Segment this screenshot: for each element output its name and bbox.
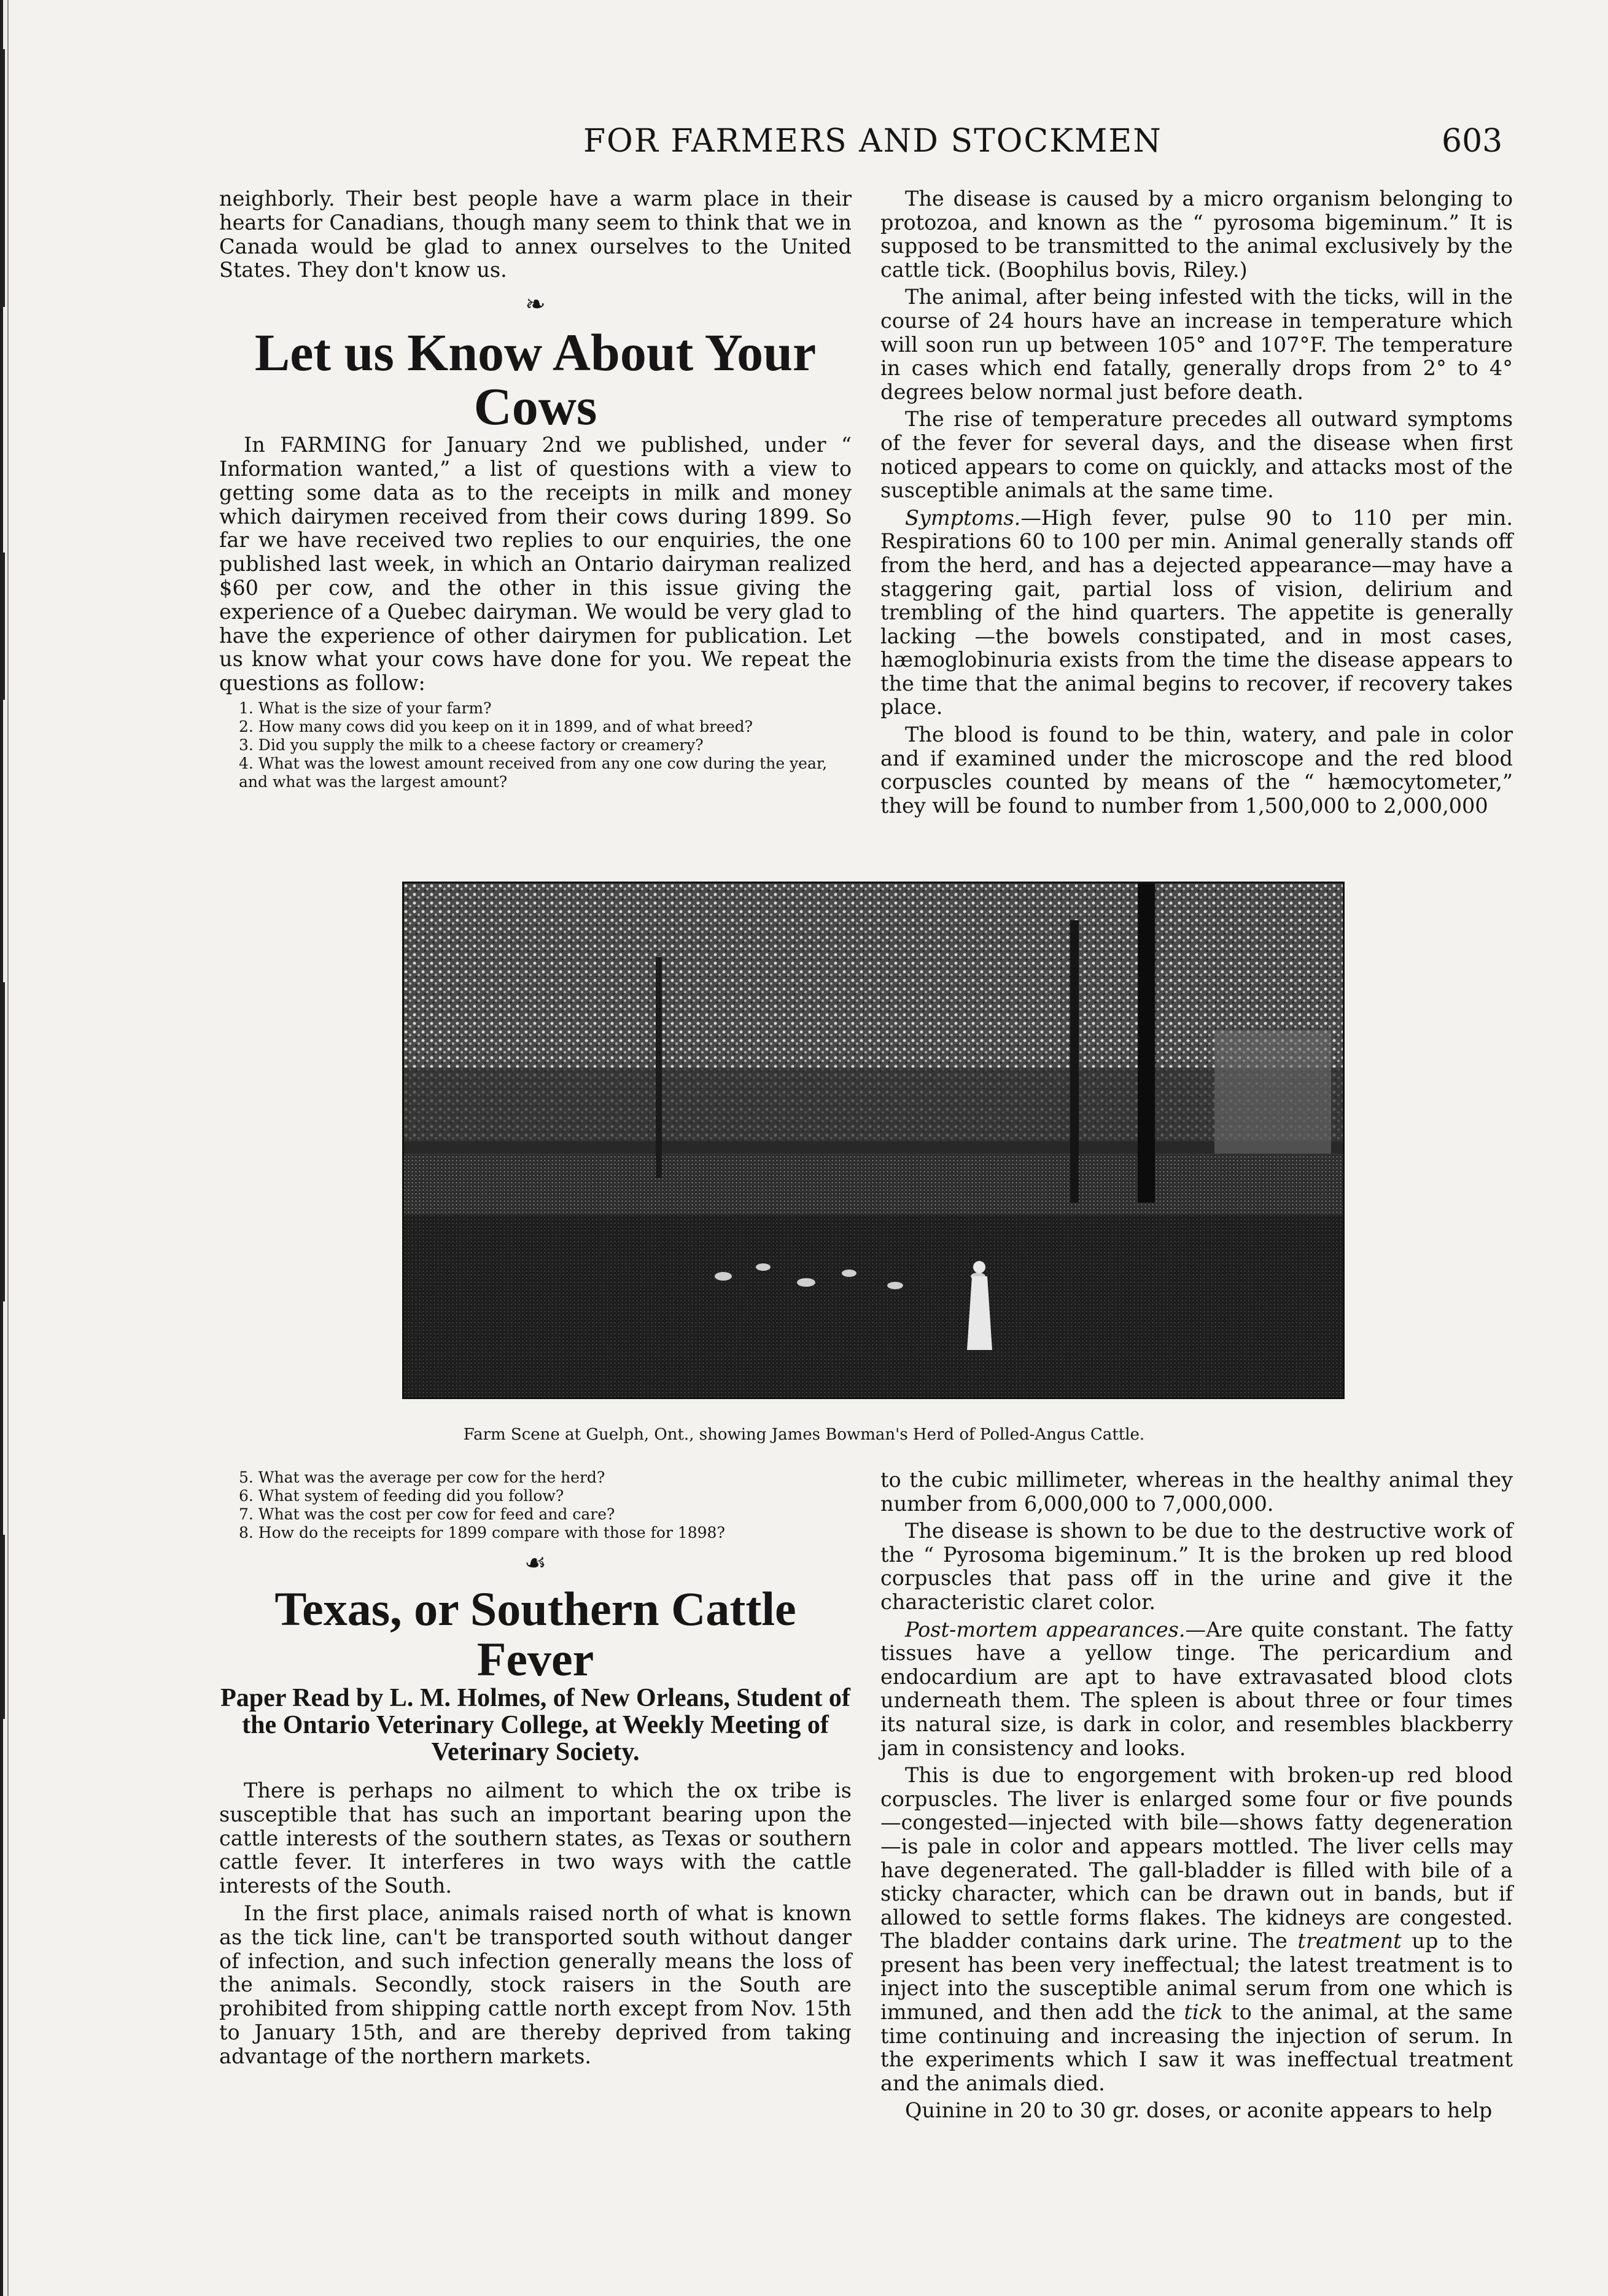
treatment-label: treatment [1297,1929,1402,1953]
article-heading-texas: Texas, or Southern Cattle Fever [274,1582,796,1686]
article-paragraph: The disease is shown to be due to the destructive work of the “ Pyrosoma bigeminum.” It is the broken up red blood corpuscles that pass off in the urine and give it the characteristic claret color. [880,1519,1513,1614]
binding-mark [1,1535,5,1719]
symptoms-label: Symptoms. [905,505,1021,530]
article-heading-cows: Let us Know About Your Cows [254,323,817,436]
article-paragraph: There is perhaps no ailment to which the ox tribe is susceptible that has such an important bearing upon the cattle interests of the southern states, as Texas or southern cattle fever. It interferes in two ways with the cattle interests of the South. [219,1778,852,1898]
running-head [0,123,1608,172]
binding-mark [1,982,5,1301]
right-column-bottom [880,1468,1513,2127]
question-item: 6. What system of feeding did you follow? [239,1487,564,1505]
article-paragraph: The disease is caused by a micro organism belonging to protozoa, and known as the “ pyrosoma bigeminum.” It is supposed to be transmitted to the animal exclusively by the cattle tick. (Boophilus bovis, Riley.) [880,187,1513,282]
binding-mark [1,553,5,700]
question-item: 3. Did you supply the milk to a cheese factory or creamery? [239,735,704,754]
question-list [219,699,852,791]
article-paragraph: Quinine in 20 to 30 gr. doses, or aconite appears to help [905,2098,1493,2123]
symptoms-paragraph [880,506,1513,719]
photo-caption: Farm Scene at Guelph, Ont., showing James Bowman's Herd of Polled-Angus Cattle. [463,1425,1145,1444]
postmortem-text: —Are quite constant. The fatty tissues have a yellow tinge. The pericardium and endocardium are apt to have extravasated blood clots underneath them. The spleen is about three or four times its natural size, is dark in color, and resembles blackberry jam in consistency and looks. [880,1617,1513,1760]
question-item: 8. How do the receipts for 1899 compare with those for 1898? [239,1524,725,1542]
farm-scene-photo [402,882,1345,1399]
question-item: 7. What was the cost per cow for feed and care? [239,1505,615,1523]
article-paragraph: to the cubic millimeter, whereas in the healthy animal they number from 6,000,000 to 7,000,000. [880,1468,1513,1516]
page-binding-edge [0,0,25,2296]
question-item: 4. What was the lowest amount received from any one cow during the year, and what was the largest amount? [239,754,828,791]
treatment-text-c: to the animal, at the same time continuing and increasing the injection of serum. In the experiments which I saw it was ineffectual treatment and the animals died. [880,2000,1513,2095]
question-item: 1. What is the size of your farm? [239,699,492,717]
article-paragraph: The blood is found to be thin, watery, and pale in color and if examined under the microscope and the red blood corpuscles counted by means of the “ hæmocytometer,” they will be found to number from 1,500,000 to 2,000,000 [880,723,1513,818]
question-item: 2. How many cows did you keep on it in 1899, and of what breed? [239,717,753,735]
section-ornament-icon: ❧ [525,290,546,319]
question-item: 5. What was the average per cow for the herd? [239,1468,605,1486]
symptoms-text: —High fever, pulse 90 to 110 per min. Respirations 60 to 100 per min. Animal generally stands off from the herd, and has a dejected appearance—may have a staggering gait, partial loss of vision, delirium and trembling of the hind quarters. The appetite is generally lacking —the bowels constipated, and in most cases, hæmoglobinuria exists from the time the disease appears to the time that the animal begins to recover, if recovery takes place. [880,505,1513,719]
binding-mark [1,49,5,307]
left-column-bottom [219,1468,852,2073]
article-paragraph: The rise of temperature precedes all outward symptoms of the fever for several days, and the disease when first noticed appears to come on quickly, and attacks most of the susceptible animals at the same time. [880,407,1513,503]
article-byline: Paper Read by L. M. Holmes, of New Orleans, Student of the Ontario Veterinary College, at Weekly Meeting of Veterinary Society. [220,1684,850,1766]
photo-image [404,883,1343,1397]
article-paragraph: The animal, after being infested with the ticks, will in the course of 24 hours have an increase in temperature which will soon run up between 105° and 107°F. The temperature in cases which end fatally, generally drops from 2° to 4° degrees below normal just before death. [880,285,1513,404]
continued-paragraph: neighborly. Their best people have a warm place in their hearts for Canadians, though many seem to think that we in Canada would be glad to annex ourselves to the United States. They don't know us. [219,187,852,282]
article-paragraph: In the first place, animals raised north of what is known as the tick line, can't be transported south without danger of infection, and such infection generally means the loss of the animals. Secondly, stock raisers in the South are prohibited from shipping cattle north except from Nov. 15th to January 15th, and are thereby deprived from taking advantage of the northern markets. [219,1901,852,2068]
treatment-text-a: This is due to engorgement with broken-up red blood corpuscles. The liver is enlarged some four or five pounds —congested—injected with bile—shows fatty degeneration —is pale in color and appears mottled. The liver cells may have degenerated. The gall-bladder is filled with bile of a sticky character, which can be drawn out in bands, but if allowed to settle forms flakes. The kidneys are congested. The bladder contains dark urine. The [880,1763,1513,1953]
running-head-title: FOR FARMERS AND STOCKMEN [583,123,1162,160]
treatment-paragraph [880,1764,1513,2095]
postmortem-paragraph [880,1618,1513,1761]
tick-label: tick [1184,2000,1223,2025]
left-column-top [219,187,852,791]
question-list-continued [219,1468,852,1542]
right-column-top [880,187,1513,821]
postmortem-label: Post-mortem appearances. [905,1617,1186,1642]
article-paragraph: In FARMING for January 2nd we published, under “ Information wanted,” a list of questions with a view to getting some data as to the receipts in milk and money which dairymen received from their cows during 1899. So far we have received two replies to our enquiries, the one published last week, in which an Ontario dairyman realized $60 per cow, and the other in this issue giving the experience of a Quebec dairyman. We would be very glad to have the experience of other dairymen for publication. Let us know what your cows have done for you. We repeat the questions as follow: [219,433,852,696]
page-number: 603 [1442,123,1503,160]
treatment-text-b: up to the present has been very ineffectual; the latest treatment is to inject into the susceptible animal serum from one which is immuned, and then add the [880,1929,1513,2025]
section-ornament-icon: ☙ [524,1549,546,1577]
